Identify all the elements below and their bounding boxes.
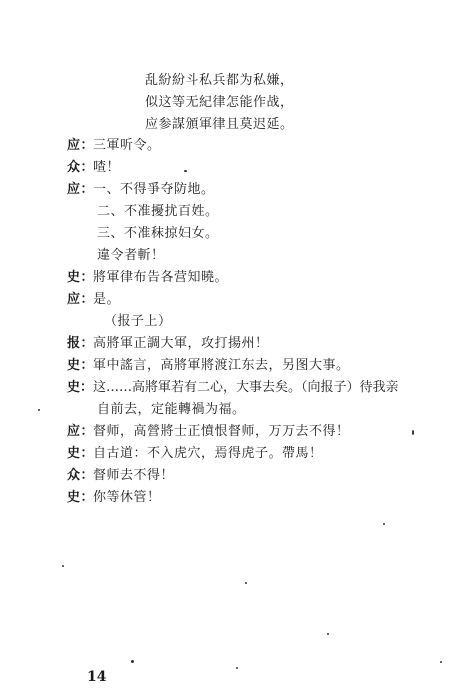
dialogue-text: 高將軍正調大軍，攻打揚州！ — [93, 336, 269, 351]
dialogue-line — [67, 379, 399, 397]
dialogue-line — [67, 159, 120, 177]
speaker-label: 史： — [67, 446, 95, 461]
speaker-label: 史： — [67, 490, 95, 505]
scan-speck — [383, 523, 385, 525]
dialogue-text: 是。 — [93, 292, 121, 307]
dialogue-text: （报子上） — [104, 314, 172, 329]
dialogue-line — [97, 401, 246, 419]
dialogue-text: 三、不准秣掠妇女。 — [97, 226, 219, 241]
verse-line: 应参謀頒軍律且莫迟延。 — [145, 117, 294, 132]
scan-speck — [131, 660, 134, 663]
dialogue-text: 督师，高營將士正憤恨督师，万万去不得！ — [93, 424, 350, 439]
scan-speck — [38, 409, 40, 411]
speaker-label: 报： — [67, 336, 95, 351]
scan-speck — [245, 582, 247, 584]
scan-speck — [327, 633, 329, 635]
dialogue-text: 督师去不得！ — [93, 468, 175, 483]
dialogue-text: 將軍律布告各营知曉。 — [93, 270, 229, 285]
dialogue-text: 自前去，定能轉禍为福。 — [97, 402, 246, 417]
speaker-label: 应： — [67, 138, 95, 153]
page-number: 14 — [87, 669, 107, 685]
dialogue-text: 三軍听令。 — [93, 138, 161, 153]
scan-speck — [236, 667, 238, 669]
dialogue-line — [67, 269, 228, 287]
dialogue-line — [67, 335, 269, 353]
dialogue-text: 你等休管！ — [93, 490, 161, 505]
dialogue-line — [97, 225, 219, 243]
dialogue-text: 一、不得爭夺防地。 — [93, 182, 215, 197]
speaker-label: 史： — [67, 270, 95, 285]
stage-direction — [104, 313, 172, 331]
scan-speck — [412, 430, 414, 435]
speaker-label: 史： — [67, 358, 95, 373]
scan-speck — [62, 565, 64, 567]
verse-line: 乱紛紛斗私兵都为私嫌， — [145, 73, 294, 88]
speaker-label: 史： — [67, 380, 94, 395]
dialogue-line — [67, 467, 174, 485]
speaker-label: 众： — [67, 160, 95, 175]
speaker-label: 应： — [67, 424, 95, 439]
dialogue-line — [67, 445, 323, 463]
speaker-label: 众： — [67, 468, 95, 483]
dialogue-line — [97, 247, 165, 265]
speaker-label: 应： — [67, 292, 95, 307]
dialogue-text: 軍中謠言，高將軍將渡江东去，另图大事。 — [93, 358, 350, 373]
dialogue-text: 自古道：不入虎穴，焉得虎子。帶馬！ — [93, 446, 323, 461]
dialogue-text: 違令者斬！ — [97, 248, 165, 263]
scan-speck — [184, 170, 187, 172]
dialogue-text: 喳！ — [93, 160, 121, 175]
verse-line: 似这等无紀律怎能作战， — [145, 95, 294, 110]
dialogue-line — [67, 357, 350, 375]
dialogue-line — [67, 181, 215, 199]
dialogue-text: 这……高將軍若有二心，大事去矣。（向报子）待我亲 — [93, 380, 399, 395]
dialogue-line — [67, 423, 350, 441]
dialogue-line — [67, 489, 161, 507]
scan-speck — [440, 661, 442, 663]
dialogue-line — [97, 203, 219, 221]
dialogue-text: 二、不准擾扰百姓。 — [97, 204, 219, 219]
dialogue-line — [67, 291, 120, 309]
speaker-label: 应： — [67, 182, 95, 197]
dialogue-line — [67, 137, 161, 155]
